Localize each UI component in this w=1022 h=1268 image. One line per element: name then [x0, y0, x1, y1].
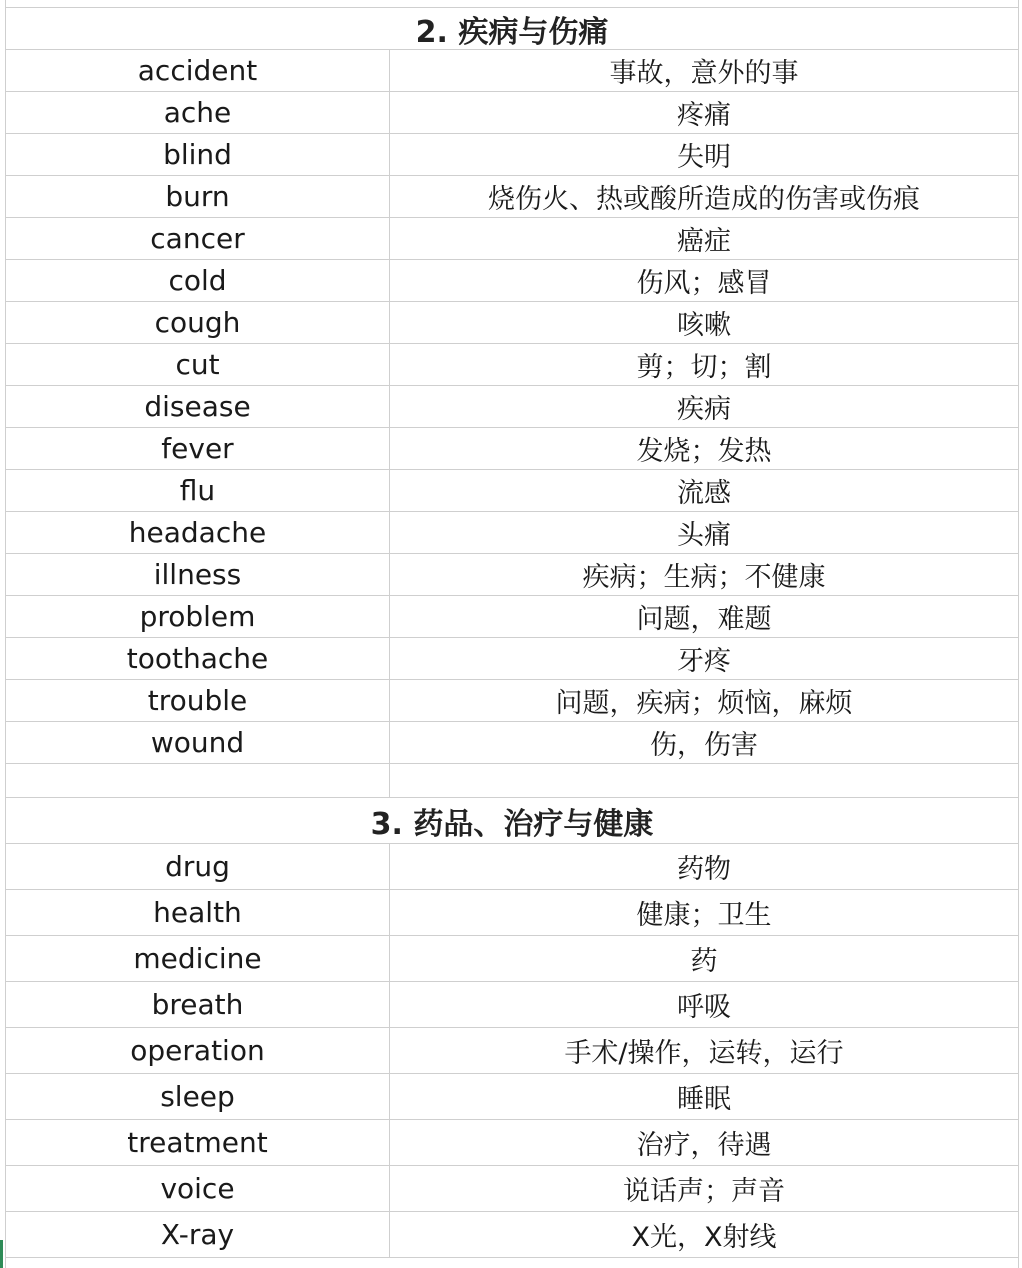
meaning-cell[interactable]: 治疗，待遇	[636, 1130, 772, 1161]
word-cell[interactable]: illness	[6, 554, 390, 595]
word-cell[interactable]: cough	[6, 302, 390, 343]
table-row[interactable]	[6, 428, 1018, 470]
meaning-cell[interactable]: 疾病	[677, 394, 731, 425]
meaning-cell[interactable]: 伤，伤害	[650, 730, 758, 761]
table-row[interactable]	[6, 218, 1018, 260]
word-cell[interactable]: X-ray	[6, 1212, 390, 1257]
table-row[interactable]	[6, 1120, 1018, 1166]
table-row[interactable]	[6, 1074, 1018, 1120]
word-cell[interactable]: headache	[6, 512, 390, 553]
table-row[interactable]	[6, 176, 1018, 218]
meaning-cell[interactable]: 头痛	[677, 520, 731, 551]
word-cell[interactable]: flu	[6, 470, 390, 511]
table-row[interactable]	[6, 260, 1018, 302]
meaning-cell[interactable]: 健康；卫生	[636, 900, 772, 931]
blank-cell-en[interactable]	[6, 764, 390, 797]
table-row[interactable]	[6, 1166, 1018, 1212]
table-row[interactable]	[6, 302, 1018, 344]
sheet-right-border	[1018, 0, 1019, 1268]
section-title-text: 2. 疾病与伤痛	[415, 14, 609, 50]
meaning-cell[interactable]: 流感	[677, 478, 731, 509]
table-row[interactable]	[6, 722, 1018, 764]
word-cell[interactable]: blind	[6, 134, 390, 175]
word-cell[interactable]: treatment	[6, 1120, 390, 1165]
table-row[interactable]	[6, 470, 1018, 512]
word-cell[interactable]: burn	[6, 176, 390, 217]
word-cell[interactable]: medicine	[6, 936, 390, 981]
meaning-cell[interactable]: 发烧；发热	[636, 436, 772, 467]
meaning-cell[interactable]: 说话声；声音	[623, 1176, 785, 1207]
meaning-cell[interactable]: 问题，疾病；烦恼，麻烦	[555, 688, 853, 719]
table-row[interactable]	[6, 50, 1018, 92]
blank-cell-zh[interactable]	[390, 764, 1018, 797]
table-row[interactable]	[6, 512, 1018, 554]
meaning-cell[interactable]: X光，X射线	[631, 1222, 777, 1253]
word-cell[interactable]: trouble	[6, 680, 390, 721]
table-row[interactable]	[6, 638, 1018, 680]
section-title-text: 3. 药品、治疗与健康	[370, 806, 654, 842]
meaning-cell[interactable]: 药物	[677, 854, 731, 885]
table-row[interactable]	[6, 344, 1018, 386]
meaning-cell[interactable]: 伤风；感冒	[636, 268, 772, 299]
table-row[interactable]	[6, 386, 1018, 428]
word-cell[interactable]: health	[6, 890, 390, 935]
meaning-cell[interactable]: 失明	[677, 142, 731, 173]
section-title-medicine[interactable]	[6, 798, 1018, 844]
section1-rows	[6, 50, 1018, 764]
word-cell[interactable]: accident	[6, 50, 390, 91]
table-row[interactable]	[6, 982, 1018, 1028]
word-cell[interactable]: ache	[6, 92, 390, 133]
table-row[interactable]	[6, 554, 1018, 596]
meaning-cell[interactable]: 烧伤火、热或酸所造成的伤害或伤痕	[488, 184, 920, 215]
word-cell[interactable]: cold	[6, 260, 390, 301]
word-cell[interactable]: toothache	[6, 638, 390, 679]
table-row[interactable]	[6, 1028, 1018, 1074]
meaning-cell[interactable]: 疼痛	[677, 100, 731, 131]
section-title-diseases[interactable]	[6, 8, 1018, 50]
meaning-cell[interactable]: 牙疼	[677, 646, 731, 677]
table-row[interactable]	[6, 92, 1018, 134]
word-cell[interactable]: cancer	[6, 218, 390, 259]
section2-rows	[6, 844, 1018, 1258]
word-cell[interactable]: voice	[6, 1166, 390, 1211]
vocabulary-sheet	[6, 8, 1018, 1258]
meaning-cell[interactable]: 手术/操作，运转，运行	[564, 1038, 844, 1069]
meaning-cell[interactable]: 睡眠	[677, 1084, 731, 1115]
selection-marker	[0, 1240, 3, 1268]
meaning-cell[interactable]: 剪；切；割	[636, 352, 772, 383]
word-cell[interactable]: wound	[6, 722, 390, 763]
table-row[interactable]	[6, 844, 1018, 890]
word-cell[interactable]: cut	[6, 344, 390, 385]
table-row[interactable]	[6, 134, 1018, 176]
blank-row[interactable]	[6, 764, 1018, 798]
meaning-cell[interactable]: 事故，意外的事	[609, 58, 799, 89]
table-row[interactable]	[6, 890, 1018, 936]
word-cell[interactable]: breath	[6, 982, 390, 1027]
meaning-cell[interactable]: 疾病；生病；不健康	[582, 562, 826, 593]
meaning-cell[interactable]: 呼吸	[677, 992, 731, 1023]
table-row[interactable]	[6, 1212, 1018, 1258]
word-cell[interactable]: drug	[6, 844, 390, 889]
word-cell[interactable]: disease	[6, 386, 390, 427]
word-cell[interactable]: problem	[6, 596, 390, 637]
word-cell[interactable]: sleep	[6, 1074, 390, 1119]
word-cell[interactable]: operation	[6, 1028, 390, 1073]
meaning-cell[interactable]: 咳嗽	[677, 310, 731, 341]
word-cell[interactable]: fever	[6, 428, 390, 469]
table-row[interactable]	[6, 680, 1018, 722]
table-row[interactable]	[6, 936, 1018, 982]
meaning-cell[interactable]: 药	[690, 946, 718, 977]
table-row[interactable]	[6, 596, 1018, 638]
meaning-cell[interactable]: 问题，难题	[636, 604, 772, 635]
meaning-cell[interactable]: 癌症	[677, 226, 731, 257]
